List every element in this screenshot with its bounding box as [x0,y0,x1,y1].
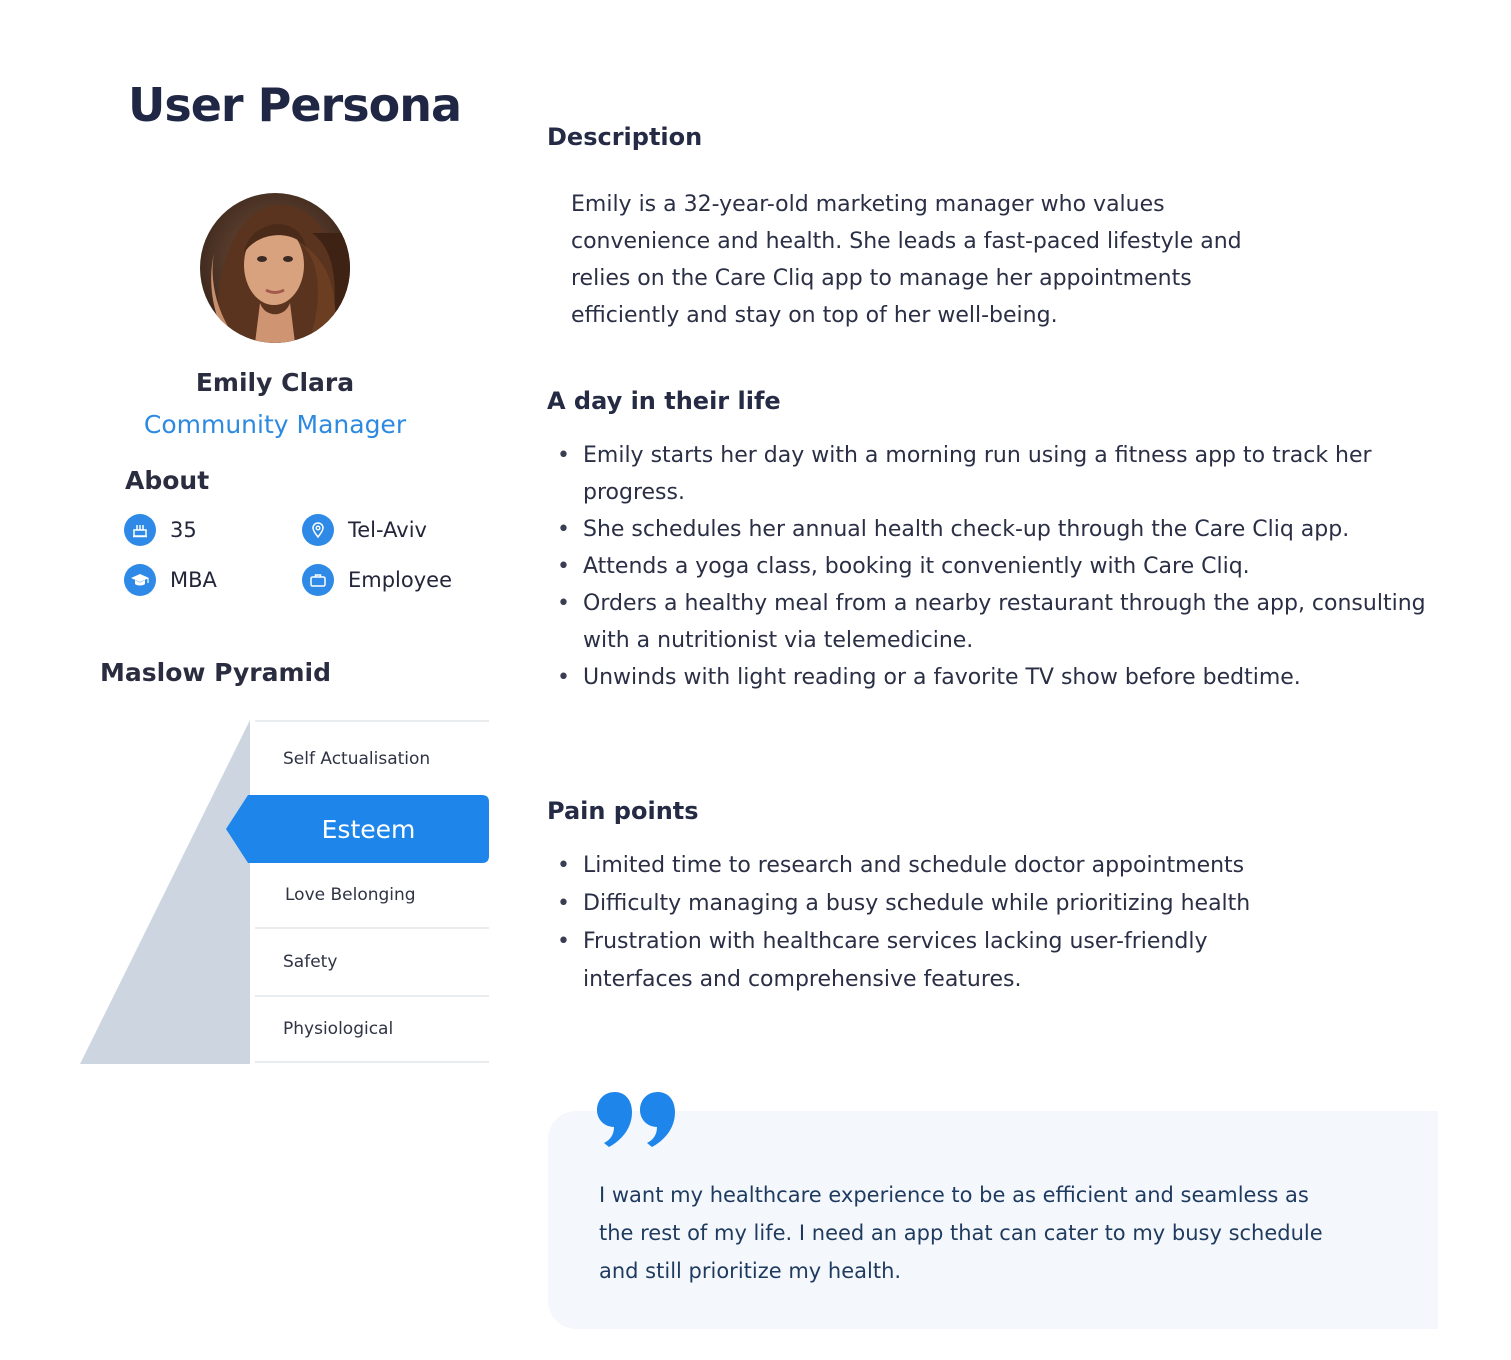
about-age [124,512,197,548]
about-occupation-value: Employee [348,568,453,592]
about-location [302,512,427,548]
maslow-level-love-belonging: Love Belonging [285,885,416,905]
maslow-level-physiological: Physiological [255,995,489,1063]
list-item: • Frustration with healthcare services lacking user-friendly interfaces and comprehensive features. [557,923,1277,999]
about-occupation [302,562,452,598]
briefcase-icon [302,564,334,596]
quote-text: I want my healthcare experience to be as efficient and seamless as the rest of my life. I need an app that can cater to my busy schedule and still prioritize my health. [599,1183,1323,1283]
maslow-level-esteem: Esteem [321,814,416,844]
portrait-photo [200,193,350,343]
quote-mark-icon [596,1090,678,1148]
graduation-cap-icon [124,564,156,596]
about-education-value: MBA [170,568,217,592]
about-age-value: 35 [170,518,197,542]
pyramid-shape [80,720,252,1064]
maslow-level-safety: Safety [255,927,489,995]
about-education [124,562,217,598]
page-title: User Persona [128,78,461,132]
maslow-level-self-actualisation: Self Actualisation [255,720,489,795]
list-item: • Emily starts her day with a morning run using a fitness app to track her progress. [557,437,1447,511]
description-heading: Description [547,123,703,151]
list-item: • Limited time to research and schedule doctor appointments [557,847,1277,885]
list-item: • Unwinds with light reading or a favorite TV show before bedtime. [557,659,1447,696]
about-location-value: Tel-Aviv [348,518,427,542]
list-item: • Difficulty managing a busy schedule while prioritizing health [557,885,1277,923]
avatar [200,193,350,343]
pain-points-list [557,847,1277,999]
location-pin-icon [302,514,334,546]
maslow-heading: Maslow Pyramid [100,658,331,687]
list-item: • She schedules her annual health check-up through the Care Cliq app. [557,511,1447,548]
persona-role: Community Manager [143,410,407,439]
description-text: Emily is a 32-year-old marketing manager who values convenience and health. She leads a fast-paced lifestyle and relies on the Care Cliq app to manage her appointments efficiently and stay on top of her well-being. [571,192,1242,328]
list-item: • Orders a healthy meal from a nearby restaurant through the app, consulting with a nutritionist via telemedicine. [557,585,1447,659]
pain-points-heading: Pain points [547,797,699,825]
day-in-life-heading: A day in their life [547,387,781,415]
list-item: • Attends a yoga class, booking it conveniently with Care Cliq. [557,548,1447,585]
day-in-life-list [557,437,1447,696]
persona-name: Emily Clara [195,368,355,397]
cake-icon [124,514,156,546]
about-heading: About [125,466,210,495]
